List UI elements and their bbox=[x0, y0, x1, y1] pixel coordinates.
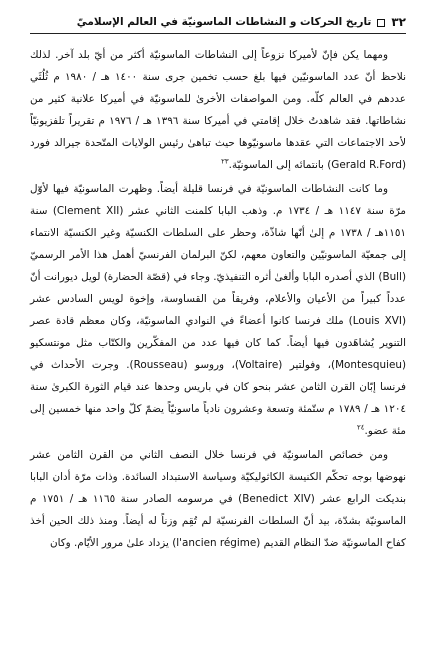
square-ornament-icon bbox=[377, 19, 385, 27]
footnote-ref: ٢٣ bbox=[221, 157, 229, 166]
footnote-ref: ٢٤ bbox=[357, 423, 365, 432]
running-title: تاريخ الحركات و النشاطات الماسونيّة في العالم الإسلاميّ bbox=[76, 16, 372, 28]
paragraph-3-text: ومن خصائص الماسونيّة في فرنسا خلال النصف الثاني من القرن الثامن عشر نهوضها بوجه تحكّم الكنيسة الكاثوليكيّة وسياسة الاستبداد السائدة. وذات مرّة أدان البابا بنديكت الرابع عشر (Benedict XIV) في مرسومه الصادر سنة ١١٦٥ هـ / ١٧٥١ م الماسونيّة بشدّة، بيد أنّ السلطات الفرنسيّة لم تُقِم وزناً له أيضاً. ومنذ ذلك الحين أخذ كفاح الماسونيّة ضدّ النظام القديم (l'ancien régime) يزداد علىٰ مرور الأيّام. وكان bbox=[30, 449, 406, 549]
paragraph-1-text: ومهما يكن فإنّ لأميركا نزوعاً إلى النشاطات الماسونيّة أكثر من أيّ بلد آخر. لذلك نلاحظ أنّ عدد الماسونيّين فيها بلغ حسب تخمين جرى سنة ١٤٠٠ هـ / ١٩٨٠ م ثُلُثَي عددهم في العالم كلّه. ومن المواصفات الأخرىٰ للماسونيّة في أميركا علانية كثير من نشاطاتها. فقد شاهدتُ خلال إقامتي في أميركا سنة ١٣٩٦ هـ / ١٩٧٦ م تقريراً تلفزيونيّاً لأحد الاجتماعات التي عقدها ماسونيّوها حيث تباهىٰ رئيس الولايات المتّحدة جيرالد فورد (Gerald R.Ford) بانتمائه إلى الماسونيّة. bbox=[30, 49, 407, 171]
paragraph-3 bbox=[30, 444, 406, 554]
paragraph-2-text: وما كانت النشاطات الماسونيّة في فرنسا قليلة أيضاً. وظهرت الماسونيّة فيها لأوّل مرّة سنة ١١٤٧ هـ / ١٧٣٤ م. وذهب البابا كلمنت الثاني عشر (Clement XII) سنة ١١٥١هـ / ١٧٣٨ م إلىٰ أنّها شاذّة، وحظر على السلطات الكنسيّة وغير الكنسيّة الانتماء إلى جمعيّة الماسونيّين والتعاون معهم، لكنّ البرلمان الفرنسيّ أهمل هذا الأمر الرسميّ (Bull) الذي أصدره البابا وألغىٰ أثره التنفيذيّ. وجاء في (قصّة الحضارة) لويل ديورانت أنّ عدداً كبيراً من الأعيان والأعلام، وفريقاً من القساوسة، وإخوة لويس السادس عشر (Louis XVI) ملك فرنسا كانوا أعضاءً في النوادي الماسونيّة، وكان معظم قادة عصر التنوير يُشاهَدون فيها أيضاً. كما كان فيها عدد من المفكّرين والكتّاب مثل مونتسكيو (Montesquieu)، وفولتير (Voltaire)، وروسو (Rousseau). وجرت الأحداث في فرنسا إبّان القرن الثامن عشر بنحو كان في باريس وحدها عند قيام الثورة الكبرىٰ سنة ١٢٠٤ هـ / ١٧٨٩ م ستّمئة وتسعة وعشرون نادياً ماسونيّاً يضمّ كلّ واحد منها خمسين إلى مئة عضو. bbox=[30, 183, 406, 437]
header-rule bbox=[30, 33, 406, 34]
body-text bbox=[30, 44, 406, 554]
page-number: ٣٢ bbox=[391, 15, 406, 29]
paragraph-2 bbox=[30, 178, 406, 442]
running-header bbox=[30, 14, 406, 30]
paragraph-1 bbox=[30, 44, 406, 176]
